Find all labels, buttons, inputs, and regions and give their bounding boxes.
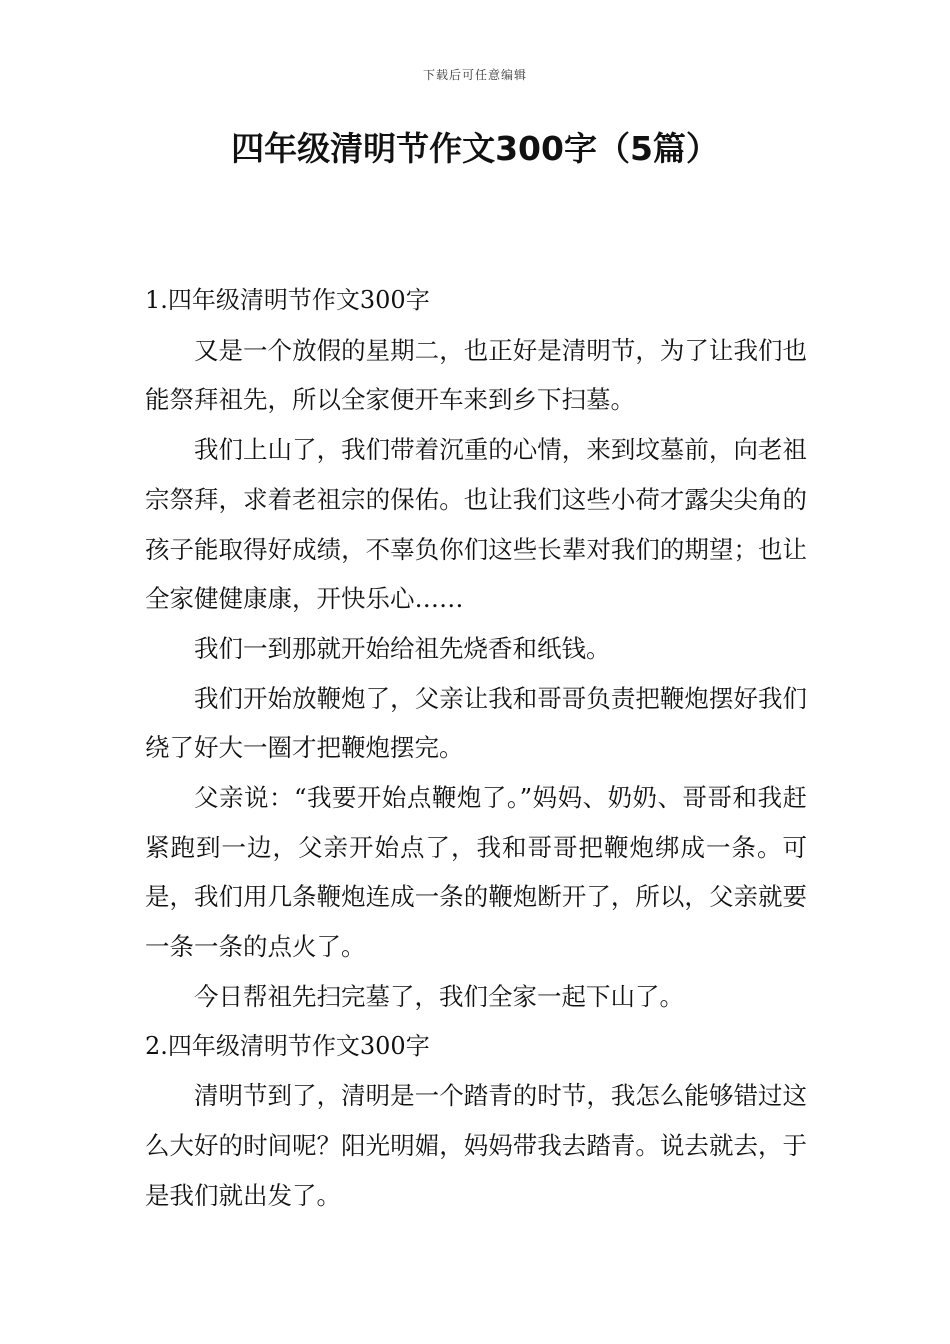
paragraph: 我们上山了，我们带着沉重的心情，来到坟墓前，向老祖宗祭拜，求着老祖宗的保佑。也让我们这些小荷才露尖尖角的孩子能取得好成绩，不辜负你们这些长辈对我们的期望；也让全家健健康康，开快乐心…… <box>145 435 807 614</box>
paragraph: 今日帮祖先扫完墓了，我们全家一起下山了。 <box>194 981 684 1011</box>
paragraph: 父亲说：“我要开始点鞭炮了。”妈妈、奶奶、哥哥和我赶紧跑到一边，父亲开始点了，我和哥哥把鞭炮绑成一条。可是，我们用几条鞭炮连成一条的鞭炮断开了，所以，父亲就要一条一条的点火了。 <box>145 783 807 962</box>
document-title: 四年级清明节作文300字（5篇） <box>231 129 719 168</box>
header-note: 下载后可任意编辑 <box>422 68 527 82</box>
paragraph: 清明节到了，清明是一个踏青的时节，我怎么能够错过这么大好的时间呢？阳光明媚，妈妈带我去踏青。说去就去，于是我们就出发了。 <box>145 1081 807 1210</box>
paragraph: 又是一个放假的星期二，也正好是清明节，为了让我们也能祭拜祖先，所以全家便开车来到乡下扫墓。 <box>145 335 807 415</box>
paragraph: 我们一到那就开始给祖先烧香和纸钱。 <box>194 633 611 663</box>
document-body <box>145 276 807 1220</box>
section-heading: 1.四年级清明节作文300字 <box>145 286 430 314</box>
paragraph: 我们开始放鞭炮了，父亲让我和哥哥负责把鞭炮摆好我们绕了好大一圈才把鞭炮摆完。 <box>145 683 807 763</box>
essay-section-2 <box>145 1022 807 1221</box>
essay-section-1 <box>145 276 807 1022</box>
section-heading: 2.四年级清明节作文300字 <box>145 1031 430 1060</box>
